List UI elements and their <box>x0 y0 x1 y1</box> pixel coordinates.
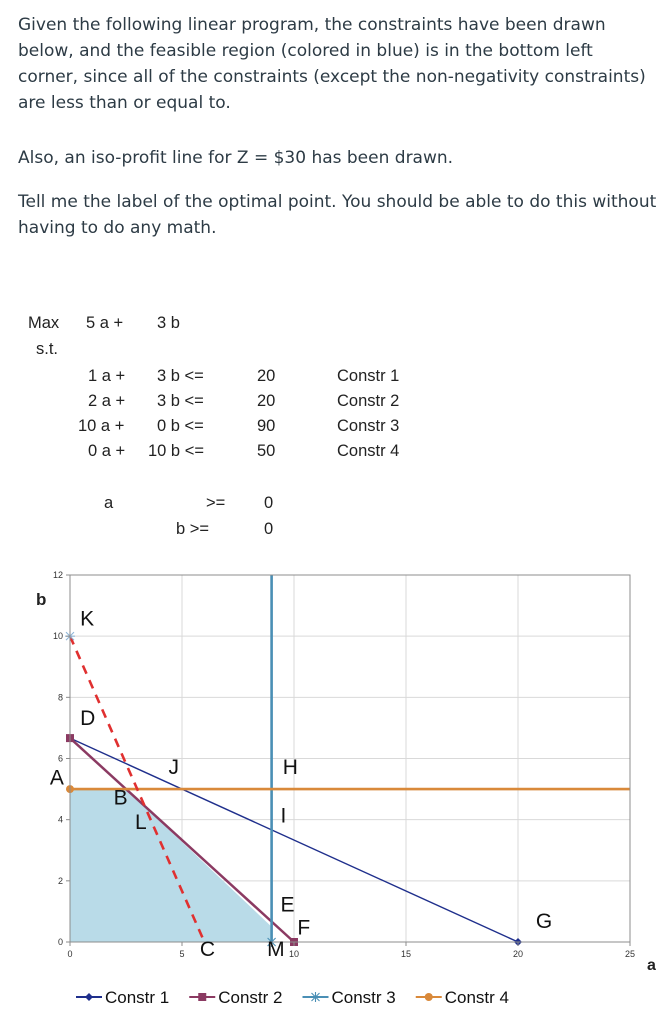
x-tick-label-0: 0 <box>67 949 73 959</box>
lp-nonneg-b-var: b >= <box>176 520 210 538</box>
point-label-b: B <box>113 786 128 810</box>
question-paragraph-1: Given the following linear program, the constraints have been drawn below, and the feasible region (colored in blue) is in the bottom left corner, since all of the constraints (except the non-negativity constraints) are less than or equal to. <box>18 15 646 113</box>
point-label-g: G <box>535 910 553 934</box>
x-axis-label: a <box>647 957 656 974</box>
legend-label-constr-4: Constr 4 <box>444 988 509 1007</box>
point-label-h: H <box>282 755 298 779</box>
legend-marker-square <box>198 993 206 1001</box>
x-tick-label-2: 10 <box>288 949 300 959</box>
lp-constr4-b: 10 b <= <box>148 442 204 460</box>
legend-item-constr-1 <box>76 988 169 1007</box>
y-tick-label-3: 6 <box>57 753 63 764</box>
lp-constr1-rhs: 20 <box>257 367 276 385</box>
point-label-a: A <box>49 766 64 790</box>
point-label-c: C <box>199 937 216 961</box>
lp-constr4-name: Constr 4 <box>337 442 400 460</box>
lp-constr3-name: Constr 3 <box>337 417 400 435</box>
y-tick-label-6: 12 <box>52 570 63 580</box>
lp-objective-b: 3 b <box>157 314 180 332</box>
lp-constr1-name: Constr 1 <box>337 367 400 385</box>
lp-constr1-b: 3 b <= <box>157 367 204 385</box>
lp-objective-a: 5 a + <box>86 314 124 332</box>
lp-constr2-rhs: 20 <box>257 392 276 410</box>
x-tick-label-3: 15 <box>400 949 412 959</box>
legend-label-constr-3: Constr 3 <box>331 988 396 1007</box>
point-label-j: J <box>168 755 180 779</box>
lp-nonneg-a-rhs: 0 <box>264 494 274 512</box>
y-tick-label-1: 2 <box>57 875 63 886</box>
x-tick-label-5: 25 <box>624 949 636 959</box>
legend-marker-circle <box>425 993 433 1001</box>
lp-constr2-a: 2 a + <box>88 392 126 410</box>
lp-constr2-b: 3 b <= <box>157 392 204 410</box>
lp-nonneg-a-var: a <box>104 494 114 512</box>
y-tick-label-4: 8 <box>57 692 63 703</box>
lp-constr4-rhs: 50 <box>257 442 276 460</box>
legend-item-constr-4 <box>416 988 509 1007</box>
point-label-i: I <box>280 804 287 828</box>
lp-max-label: Max <box>28 314 60 332</box>
lp-constr3-b: 0 b <= <box>157 417 204 435</box>
x-tick-label-4: 20 <box>512 949 524 959</box>
lp-constr2-name: Constr 2 <box>337 392 400 410</box>
legend <box>76 988 509 1007</box>
lp-nonneg-b-rhs: 0 <box>264 520 274 538</box>
lp-constr3-rhs: 90 <box>257 417 276 435</box>
lp-constr4-a: 0 a + <box>88 442 126 460</box>
point-label-d: D <box>80 706 96 730</box>
y-tick-label-0: 0 <box>57 937 63 947</box>
legend-item-constr-2 <box>189 988 282 1007</box>
legend-label-constr-1: Constr 1 <box>105 988 170 1007</box>
point-label-m: M <box>267 937 285 961</box>
lp-st-label: s.t. <box>36 340 59 358</box>
y-axis-label: b <box>36 590 47 609</box>
lp-constr1-a: 1 a + <box>88 367 126 385</box>
y-tick-label-2: 4 <box>57 814 63 825</box>
lp-constr3-a: 10 a + <box>78 417 125 435</box>
point-label-l: L <box>134 810 147 834</box>
legend-marker-diamond <box>85 993 93 1001</box>
lp-nonneg-a-op: >= <box>206 494 226 512</box>
y-tick-label-5: 10 <box>52 631 63 642</box>
question-paragraph-2: Also, an iso-profit line for Z = $30 has been drawn. <box>18 148 454 168</box>
point-label-e: E <box>280 893 295 917</box>
point-label-k: K <box>80 607 95 631</box>
x-tick-label-1: 5 <box>179 949 185 959</box>
feasible-region <box>70 789 272 942</box>
question-paragraph-3: Tell me the label of the optimal point. You should be able to do this without having to do any math. <box>18 192 657 238</box>
legend-label-constr-2: Constr 2 <box>218 988 283 1007</box>
point-label-f: F <box>297 916 311 940</box>
legend-item-constr-3 <box>303 988 396 1007</box>
lp-graph <box>0 560 672 1024</box>
